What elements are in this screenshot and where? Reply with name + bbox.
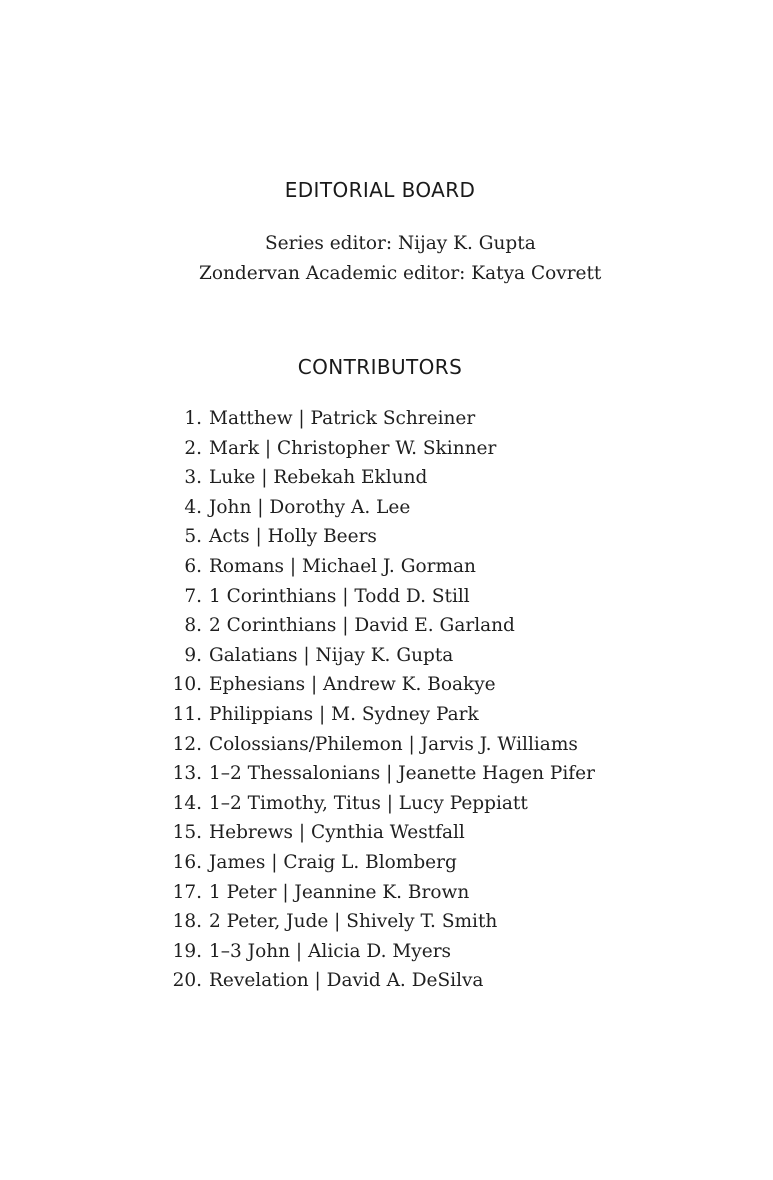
item-text: Acts | Holly Beers: [209, 526, 377, 548]
item-text: Galatians | Nijay K. Gupta: [209, 644, 454, 666]
item-number: 6.: [184, 555, 202, 577]
item-text: Romans | Michael J. Gorman: [209, 555, 476, 577]
list-item: [0, 670, 773, 700]
editorial-board-list: [0, 229, 773, 289]
list-item: [0, 404, 773, 434]
list-item: [0, 641, 773, 671]
item-number: 3.: [184, 467, 202, 489]
item-text: Philippians | M. Sydney Park: [209, 703, 479, 725]
contributors-list: [0, 404, 773, 996]
list-item: [0, 522, 773, 552]
item-text: Colossians/Philemon | Jarvis J. Williams: [209, 733, 578, 755]
item-number: 18.: [172, 911, 202, 933]
item-number: 17.: [172, 881, 202, 903]
item-text: Hebrews | Cynthia Westfall: [209, 822, 465, 844]
list-item: [0, 434, 773, 464]
item-text: John | Dorothy A. Lee: [209, 496, 411, 518]
item-text: 1 Corinthians | Todd D. Still: [209, 585, 470, 607]
item-number: 19.: [172, 940, 202, 962]
list-item: [0, 463, 773, 493]
list-item: [0, 818, 773, 848]
list-item: [0, 789, 773, 819]
list-item: [0, 848, 773, 878]
list-item: [0, 493, 773, 523]
item-number: 13.: [172, 763, 202, 785]
list-item: [0, 611, 773, 641]
item-number: 8.: [184, 615, 202, 637]
item-text: 2 Peter, Jude | Shively T. Smith: [209, 911, 498, 933]
item-text: James | Craig L. Blomberg: [209, 851, 457, 873]
list-item: [0, 878, 773, 908]
item-text: Ephesians | Andrew K. Boakye: [209, 674, 496, 696]
list-item: [0, 552, 773, 582]
list-item: [0, 730, 773, 760]
contributors-heading: CONTRIBUTORS: [297, 355, 463, 379]
item-text: Luke | Rebekah Eklund: [209, 467, 428, 489]
item-number: 12.: [172, 733, 202, 755]
list-item: [0, 937, 773, 967]
item-text: Mark | Christopher W. Skinner: [209, 437, 497, 459]
list-item: [0, 907, 773, 937]
item-text: 2 Corinthians | David E. Garland: [209, 615, 515, 637]
list-item: [0, 700, 773, 730]
series-editor-line: Series editor: Nijay K. Gupta: [265, 233, 536, 254]
item-number: 16.: [172, 851, 202, 873]
item-number: 9.: [184, 644, 202, 666]
editorial-board-heading: EDITORIAL BOARD: [284, 178, 476, 202]
item-number: 1.: [184, 408, 202, 429]
item-number: 14.: [172, 792, 202, 814]
item-number: 7.: [184, 585, 202, 607]
item-text: 1 Peter | Jeannine K. Brown: [209, 881, 470, 903]
list-item: [0, 966, 773, 996]
item-number: 10.: [172, 674, 202, 696]
item-number: 4.: [184, 496, 202, 518]
item-number: 15.: [172, 822, 202, 844]
item-number: 20.: [172, 970, 202, 992]
item-text: Revelation | David A. DeSilva: [209, 970, 484, 992]
list-item: [0, 582, 773, 612]
item-number: 2.: [184, 437, 202, 459]
item-text: 1–2 Thessalonians | Jeanette Hagen Pifer: [209, 763, 595, 785]
item-number: 11.: [172, 703, 202, 725]
item-text: Matthew | Patrick Schreiner: [209, 408, 476, 429]
item-text: 1–2 Timothy, Titus | Lucy Peppiatt: [209, 792, 528, 814]
list-item: [0, 759, 773, 789]
item-text: 1–3 John | Alicia D. Myers: [209, 940, 452, 962]
academic-editor-line: Zondervan Academic editor: Katya Covrett: [199, 263, 602, 284]
item-number: 5.: [184, 526, 202, 548]
